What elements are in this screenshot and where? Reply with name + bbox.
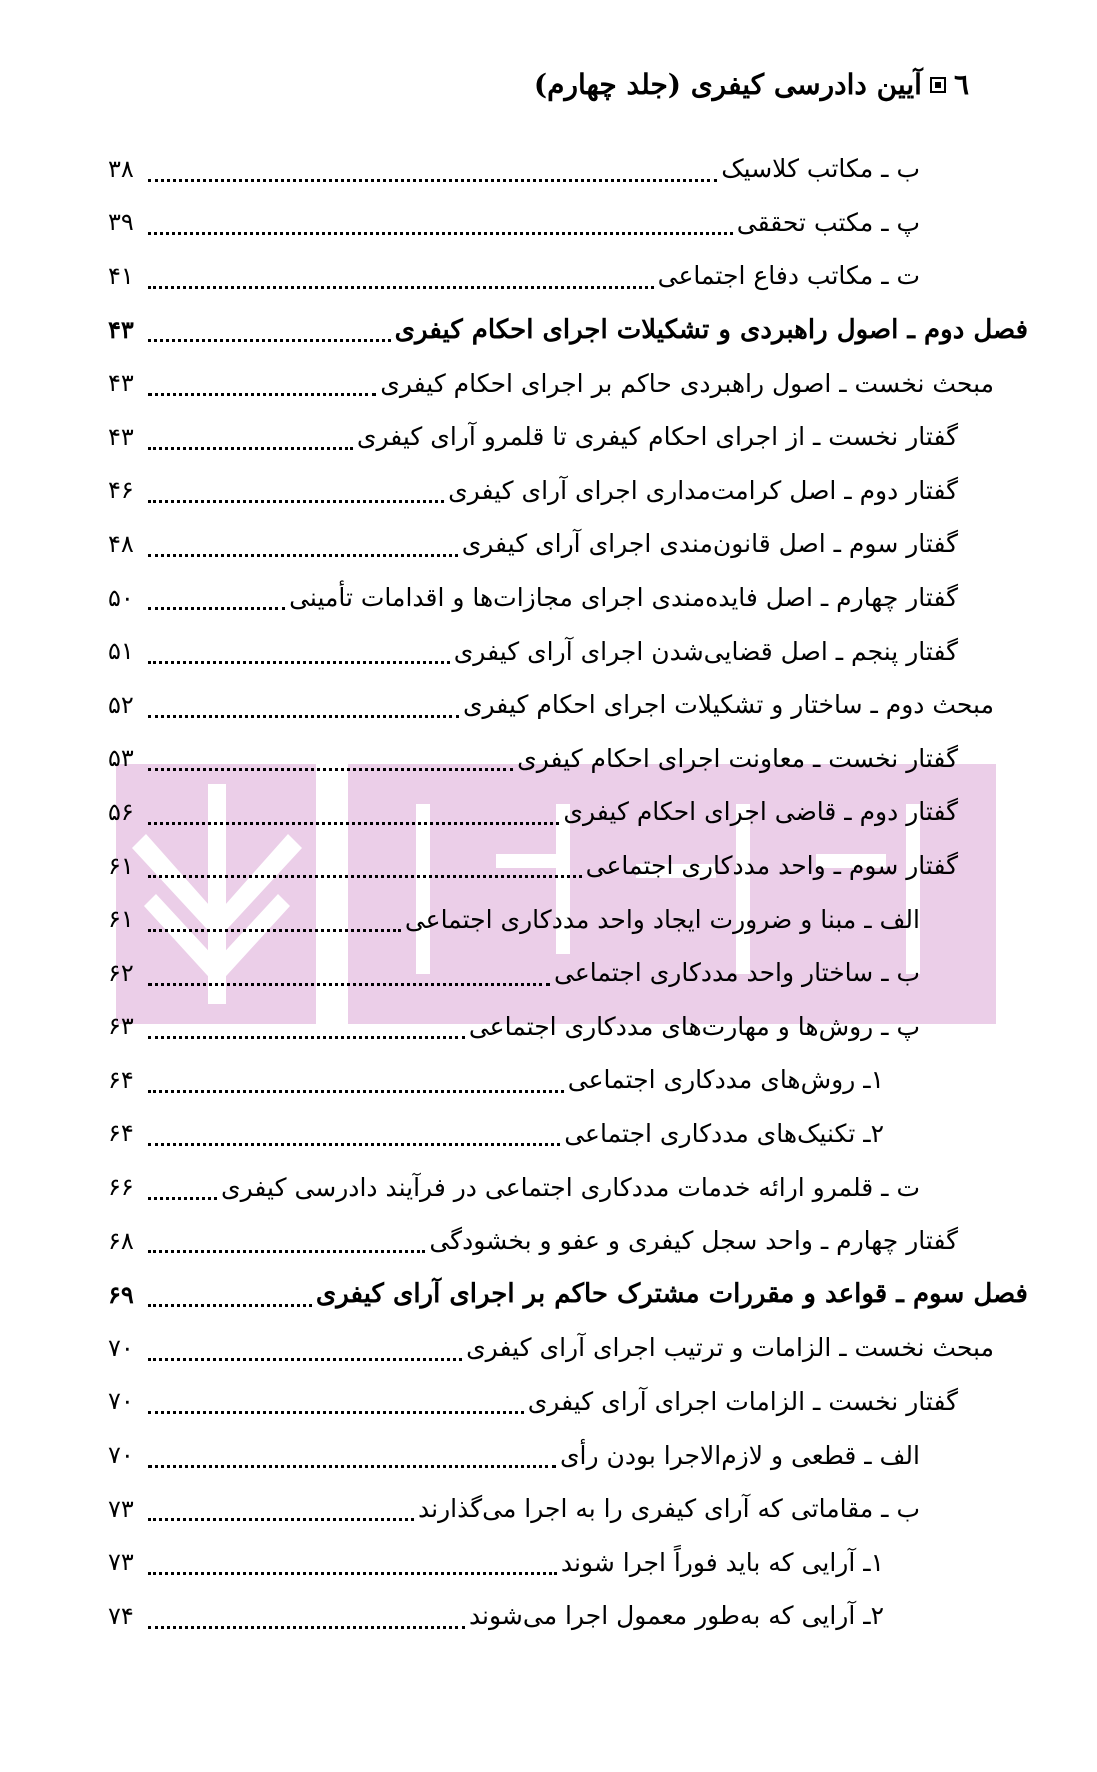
toc-entry[interactable] xyxy=(108,839,1028,893)
toc-dot-leader xyxy=(148,983,550,986)
toc-entry-page: ۵۲ xyxy=(108,690,134,719)
toc-entry-page: ۳۸ xyxy=(108,154,134,183)
toc-entry-title: ب ـ ساختار واحد مددکاری اجتماعی xyxy=(553,958,920,988)
toc-entry-title: ۱ـ روش‌های مددکاری اجتماعی xyxy=(567,1065,884,1095)
toc-entry-title: پ ـ مکتب تحققی xyxy=(736,207,920,237)
toc-entry[interactable] xyxy=(108,303,1028,357)
toc-entry[interactable] xyxy=(108,1375,1028,1429)
toc-entry-page: ۷۴ xyxy=(108,1601,134,1630)
toc-dot-leader xyxy=(148,875,582,878)
toc-entry-page: ۶۳ xyxy=(108,1012,134,1041)
toc-entry-title: مبحث نخست ـ اصول راهبردی حاکم بر اجرای احکام کیفری xyxy=(380,368,994,398)
toc-entry-title: الف ـ قطعی و لازم‌الاجرا بودن رأی xyxy=(559,1440,920,1470)
square-bullet-icon xyxy=(930,77,946,93)
toc-entry-page: ۶۹ xyxy=(108,1279,134,1309)
toc-entry-page: ۶۴ xyxy=(108,1119,134,1148)
toc-entry-page: ۴۳ xyxy=(108,369,134,398)
toc-dot-leader xyxy=(148,768,513,771)
toc-entry-title: گفتار پنجم ـ اصل قضایی‌شدن اجرای آرای کیفری xyxy=(453,636,958,666)
toc-entry-title: پ ـ روش‌ها و مهارت‌های مددکاری اجتماعی xyxy=(468,1011,920,1041)
toc-entry-page: ۴۳ xyxy=(108,422,134,451)
toc-entry-title: مبحث دوم ـ ساختار و تشکیلات اجرای احکام کیفری xyxy=(462,690,994,720)
toc-dot-leader xyxy=(148,179,717,182)
toc-entry[interactable] xyxy=(108,1267,1028,1321)
toc-entry[interactable] xyxy=(108,196,1028,250)
toc-entry-title: گفتار نخست ـ الزامات اجرای آرای کیفری xyxy=(527,1386,958,1416)
toc-entry-page: ۷۰ xyxy=(108,1441,134,1470)
toc-entry-page: ۷۰ xyxy=(108,1333,134,1362)
toc-entry[interactable] xyxy=(108,1053,1028,1107)
toc-dot-leader xyxy=(148,607,285,610)
toc-entry-page: ۶۱ xyxy=(108,851,134,880)
toc-entry[interactable] xyxy=(108,1000,1028,1054)
toc-entry[interactable] xyxy=(108,1535,1028,1589)
toc-entry[interactable] xyxy=(108,678,1028,732)
toc-entry-title: فصل سوم ـ قواعد و مقررات مشترک حاکم بر اجرای آرای کیفری xyxy=(315,1279,1028,1310)
toc-dot-leader xyxy=(148,339,391,342)
toc-dot-leader xyxy=(148,661,450,664)
toc-dot-leader xyxy=(148,1250,425,1253)
toc-entry[interactable] xyxy=(108,1107,1028,1161)
toc-entry-title: ت ـ قلمرو ارائه خدمات مددکاری اجتماعی در فرآیند دادرسی کیفری xyxy=(221,1172,920,1202)
toc-entry-page: ۶۴ xyxy=(108,1065,134,1094)
toc-entry-title: فصل دوم ـ اصول راهبردی و تشکیلات اجرای احکام کیفری xyxy=(394,314,1028,345)
toc-entry[interactable] xyxy=(108,410,1028,464)
toc-dot-leader xyxy=(148,1304,312,1307)
toc-entry-page: ۵۶ xyxy=(108,797,134,826)
toc-entry-title: ۲ـ تکنیک‌های مددکاری اجتماعی xyxy=(564,1118,884,1148)
toc-entry[interactable] xyxy=(108,142,1028,196)
toc-entry[interactable] xyxy=(108,785,1028,839)
toc-entry-page: ۴۳ xyxy=(108,315,134,345)
toc-entry[interactable] xyxy=(108,946,1028,1000)
toc-entry[interactable] xyxy=(108,249,1028,303)
toc-entry-page: ۴۶ xyxy=(108,476,134,505)
toc-dot-leader xyxy=(148,1411,524,1414)
toc-dot-leader xyxy=(148,500,444,503)
table-of-contents xyxy=(108,142,1028,1643)
toc-entry[interactable] xyxy=(108,1589,1028,1643)
toc-entry-page: ۵۳ xyxy=(108,744,134,773)
toc-dot-leader xyxy=(148,1626,465,1629)
toc-dot-leader xyxy=(148,1197,217,1200)
toc-entry-title: گفتار سوم ـ اصل قانون‌مندی اجرای آرای کیفری xyxy=(461,529,958,559)
toc-entry-title: گفتار چهارم ـ واحد سجل کیفری و عفو و بخشودگی xyxy=(429,1226,958,1256)
toc-entry[interactable] xyxy=(108,517,1028,571)
toc-entry[interactable] xyxy=(108,1214,1028,1268)
toc-dot-leader xyxy=(148,232,733,235)
toc-entry[interactable] xyxy=(108,356,1028,410)
toc-entry[interactable] xyxy=(108,571,1028,625)
toc-entry[interactable] xyxy=(108,464,1028,518)
toc-entry-title: ت ـ مکاتب دفاع اجتماعی xyxy=(657,261,920,291)
toc-entry-title: ب ـ مقاماتی که آرای کیفری را به اجرا می‌گذارند xyxy=(417,1494,920,1524)
toc-dot-leader xyxy=(148,1465,556,1468)
toc-entry-page: ۷۳ xyxy=(108,1548,134,1577)
toc-entry-page: ۵۰ xyxy=(108,583,134,612)
toc-entry-page: ۷۳ xyxy=(108,1494,134,1523)
toc-dot-leader xyxy=(148,1518,414,1521)
book-title: آیین دادرسی کیفری (جلد چهارم) xyxy=(533,68,922,101)
page-number: ٦ xyxy=(953,68,969,101)
toc-entry-page: ۶۲ xyxy=(108,958,134,987)
toc-entry-page: ۴۸ xyxy=(108,529,134,558)
toc-entry[interactable] xyxy=(108,1160,1028,1214)
toc-entry-page: ۶۸ xyxy=(108,1226,134,1255)
toc-entry-title: الف ـ مبنا و ضرورت ایجاد واحد مددکاری اجتماعی xyxy=(404,904,920,934)
toc-dot-leader xyxy=(148,554,458,557)
toc-entry-title: گفتار نخست ـ معاونت اجرای احکام کیفری xyxy=(517,743,958,773)
toc-entry[interactable] xyxy=(108,1321,1028,1375)
toc-entry[interactable] xyxy=(108,1482,1028,1536)
toc-entry-title: گفتار دوم ـ قاضی اجرای احکام کیفری xyxy=(563,797,958,827)
toc-dot-leader xyxy=(148,822,559,825)
toc-entry-title: ۱ـ آرایی که باید فوراً اجرا شوند xyxy=(560,1547,884,1577)
toc-entry-page: ۶۱ xyxy=(108,905,134,934)
toc-entry-title: گفتار دوم ـ اصل کرامت‌مداری اجرای آرای کیفری xyxy=(448,475,958,505)
toc-entry[interactable] xyxy=(108,624,1028,678)
toc-entry-title: گفتار سوم ـ واحد مددکاری اجتماعی xyxy=(585,851,958,881)
toc-entry-title: مبحث نخست ـ الزامات و ترتیب اجرای آرای کیفری xyxy=(466,1333,994,1363)
toc-dot-leader xyxy=(148,1572,557,1575)
toc-dot-leader xyxy=(148,929,401,932)
toc-dot-leader xyxy=(148,1090,564,1093)
toc-entry-page: ۷۰ xyxy=(108,1387,134,1416)
toc-entry-title: ب ـ مکاتب کلاسیک xyxy=(721,154,920,184)
toc-dot-leader xyxy=(148,447,353,450)
toc-dot-leader xyxy=(148,1143,560,1146)
toc-dot-leader xyxy=(148,1036,465,1039)
toc-dot-leader xyxy=(148,715,459,718)
toc-entry[interactable] xyxy=(108,1428,1028,1482)
toc-entry-page: ۶۶ xyxy=(108,1173,134,1202)
toc-entry[interactable] xyxy=(108,732,1028,786)
toc-entry-title: گفتار چهارم ـ اصل فایده‌مندی اجرای مجازات‌ها و اقدامات تأمینی xyxy=(289,583,958,613)
toc-entry-title: گفتار نخست ـ از اجرای احکام کیفری تا قلمرو آرای کیفری xyxy=(356,422,958,452)
toc-entry-title: ۲ـ آرایی که به‌طور معمول اجرا می‌شوند xyxy=(468,1601,884,1631)
toc-entry[interactable] xyxy=(108,892,1028,946)
toc-dot-leader xyxy=(148,1358,462,1361)
toc-dot-leader xyxy=(148,393,376,396)
toc-entry-page: ۵۱ xyxy=(108,637,134,666)
toc-dot-leader xyxy=(148,286,654,289)
toc-entry-page: ۴۱ xyxy=(108,261,134,290)
toc-entry-page: ۳۹ xyxy=(108,208,134,237)
page-header xyxy=(534,68,969,101)
